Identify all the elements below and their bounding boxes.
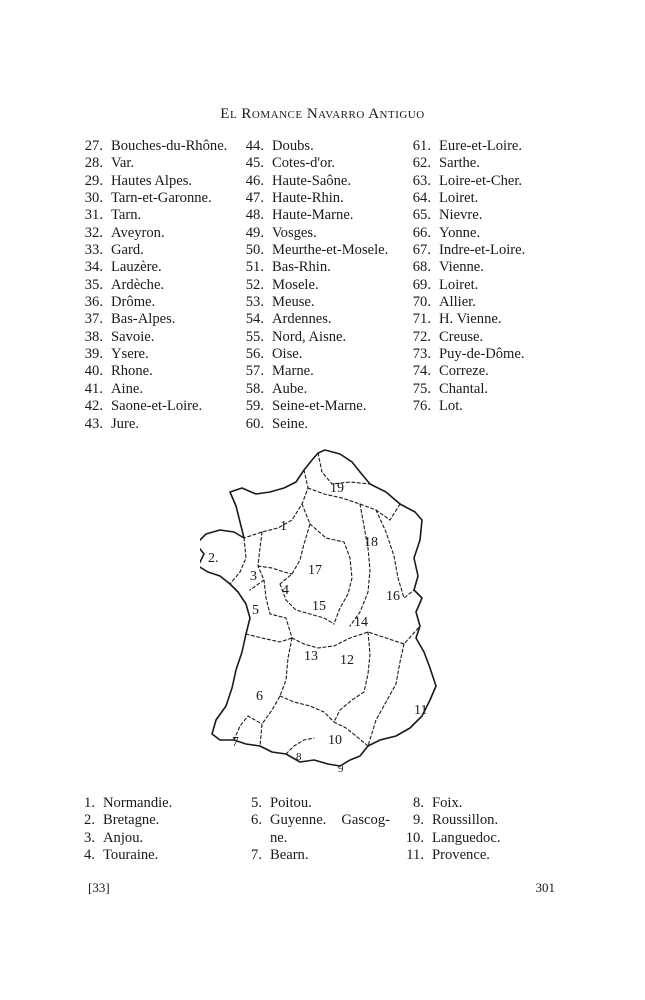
department-number: 46.	[245, 172, 264, 189]
department-entry	[65, 173, 227, 190]
department-number: 48.	[245, 207, 264, 224]
department-entry	[226, 311, 388, 328]
page-number: 301	[535, 880, 555, 895]
department-entry	[393, 311, 525, 328]
department-number: 36.	[84, 294, 103, 311]
department-entry	[393, 259, 525, 276]
department-entry	[65, 242, 227, 259]
department-entry	[393, 363, 525, 380]
legend-number: 1.	[84, 795, 95, 811]
department-name: Allier.	[439, 294, 476, 311]
running-header: El Romance Navarro Antiguo	[220, 106, 425, 122]
department-entry	[65, 311, 227, 328]
department-entry	[226, 207, 388, 224]
map-label: 14	[354, 615, 368, 630]
department-number: 67.	[412, 242, 431, 259]
department-entry	[393, 329, 525, 346]
department-entry	[65, 416, 227, 433]
legend-number: 3.	[84, 829, 95, 846]
department-name: Oise.	[272, 346, 303, 363]
department-number: 70.	[412, 294, 431, 311]
department-number: 38.	[84, 328, 103, 345]
department-number: 34.	[84, 259, 103, 276]
department-entry	[393, 173, 525, 190]
legend-number: 2.	[84, 812, 95, 829]
legend-column-2	[240, 795, 390, 864]
department-name: Cotes-d'or.	[272, 155, 336, 172]
department-entry	[226, 294, 388, 311]
department-entry	[393, 277, 525, 294]
department-name: Haute-Saône.	[272, 172, 352, 189]
department-entry	[226, 363, 388, 380]
legend-number: 11.	[406, 847, 424, 864]
department-name: Creuse.	[439, 328, 484, 345]
department-number: 74.	[412, 363, 431, 380]
department-entry	[393, 190, 525, 207]
legend-name: Provence.	[432, 847, 490, 864]
map-label: 16	[386, 589, 400, 604]
map-label: 10	[328, 733, 342, 748]
department-column-3	[393, 138, 525, 416]
department-entry	[65, 190, 227, 207]
map-label: 5	[252, 603, 259, 618]
department-name: Bouches-du-Rhône.	[111, 138, 228, 154]
department-number: 75.	[412, 380, 431, 397]
department-number: 32.	[84, 224, 103, 241]
department-name: Aine.	[111, 380, 144, 397]
legend-entry	[73, 847, 172, 864]
department-entry	[393, 207, 525, 224]
legend-entry: 6. Guyenne. Gascog-	[251, 812, 390, 829]
department-number: 41.	[84, 380, 103, 397]
department-number: 45.	[245, 155, 264, 172]
department-name: Indre-et-Loire.	[439, 242, 526, 259]
department-number: 62.	[412, 155, 431, 172]
department-name: Doubs.	[272, 138, 314, 154]
department-name: Ardèche.	[111, 276, 165, 293]
department-entry	[65, 381, 227, 398]
department-name: Savoie.	[111, 328, 155, 345]
legend-entry	[73, 830, 172, 847]
department-entry	[65, 259, 227, 276]
map-label: 4	[282, 583, 289, 598]
legend-entry	[402, 830, 500, 847]
department-entry	[226, 346, 388, 363]
department-entry	[226, 259, 388, 276]
department-number: 52.	[245, 276, 264, 293]
department-name: Bas-Rhin.	[272, 259, 331, 276]
department-number: 58.	[245, 380, 264, 397]
department-number: 55.	[245, 328, 264, 345]
department-number: 71.	[412, 311, 431, 328]
department-name: Gard.	[111, 242, 144, 259]
page-ref: [33]	[88, 880, 110, 895]
map-label: 8	[296, 751, 302, 763]
department-entry	[393, 346, 525, 363]
legend-number: 4.	[84, 847, 95, 864]
department-number: 31.	[84, 207, 103, 224]
department-name: Tarn.	[111, 207, 142, 224]
department-name: Haute-Rhin.	[272, 190, 344, 207]
department-name: Lauzère.	[111, 259, 162, 276]
department-number: 56.	[245, 346, 264, 363]
department-name: Vienne.	[439, 259, 484, 276]
department-number: 37.	[84, 311, 103, 328]
department-entry	[226, 277, 388, 294]
legend-name: Touraine.	[103, 847, 159, 864]
department-number: 57.	[245, 363, 264, 380]
department-column-1	[65, 138, 227, 433]
legend-name: Languedoc.	[432, 829, 501, 846]
department-number: 51.	[245, 259, 264, 276]
department-name: Vosges.	[272, 224, 317, 241]
department-name: Eure-et-Loire.	[439, 138, 523, 154]
department-name: Tarn-et-Garonne.	[111, 190, 212, 207]
department-number: 68.	[412, 259, 431, 276]
legend-entry	[73, 795, 172, 812]
department-name: Mosele.	[272, 276, 319, 293]
department-name: Aveyron.	[111, 224, 165, 241]
legend-entry: 5. Poitou.	[251, 795, 312, 811]
department-entry	[393, 138, 525, 155]
map-label: 7	[232, 735, 239, 750]
department-name: Loire-et-Cher.	[439, 172, 523, 189]
department-number: 43.	[84, 415, 103, 432]
legend-entry: 7. Bearn.	[251, 847, 309, 864]
map-label: 3	[250, 569, 257, 584]
map-label: 11	[414, 703, 428, 718]
legend-number: 9.	[413, 812, 424, 829]
department-entry	[226, 173, 388, 190]
department-name: Haute-Marne.	[272, 207, 354, 224]
department-entry	[65, 225, 227, 242]
department-entry	[65, 207, 227, 224]
department-entry	[65, 329, 227, 346]
department-entry	[226, 416, 388, 433]
department-entry	[65, 155, 227, 172]
department-number: 33.	[84, 242, 103, 259]
department-number: 63.	[412, 172, 431, 189]
department-name: Jure.	[111, 415, 139, 432]
department-number: 53.	[245, 294, 264, 311]
department-number: 47.	[245, 190, 264, 207]
department-entry	[226, 381, 388, 398]
department-entry	[226, 398, 388, 415]
map-label: 9	[338, 763, 344, 775]
department-name: Var.	[111, 155, 135, 172]
map-label: 18	[364, 535, 378, 550]
department-entry	[393, 398, 525, 415]
department-name: Nord, Aisne.	[272, 328, 347, 345]
department-name: Lot.	[439, 398, 463, 415]
department-name: Ardennes.	[272, 311, 332, 328]
department-name: Meuse.	[272, 294, 315, 311]
department-number: 30.	[84, 190, 103, 207]
department-name: Marne.	[272, 363, 314, 380]
department-entry	[226, 155, 388, 172]
department-entry	[65, 138, 227, 155]
legend-column-1	[73, 795, 172, 864]
department-name: Yonne.	[439, 224, 481, 241]
department-name: Aube.	[272, 380, 308, 397]
legend-name: Normandie.	[103, 795, 173, 811]
department-name: Chantal.	[439, 380, 489, 397]
department-entry	[226, 190, 388, 207]
map-label: 12	[340, 653, 354, 668]
map-label: 19	[330, 481, 344, 496]
department-entry	[65, 363, 227, 380]
department-entry	[393, 381, 525, 398]
map-label: 13	[304, 649, 318, 664]
legend-number: 8.	[413, 795, 424, 811]
department-name: Hautes Alpes.	[111, 172, 193, 189]
department-number: 27.	[84, 138, 103, 154]
legend-entry	[402, 812, 500, 829]
department-number: 40.	[84, 363, 103, 380]
map-label: 6	[256, 689, 263, 704]
department-name: Sarthe.	[439, 155, 480, 172]
department-number: 72.	[412, 328, 431, 345]
legend-column-3	[402, 795, 500, 864]
department-entry	[65, 277, 227, 294]
department-number: 50.	[245, 242, 264, 259]
map-label: 15	[312, 599, 326, 614]
department-number: 35.	[84, 276, 103, 293]
department-number: 44.	[245, 138, 264, 154]
department-entry	[226, 242, 388, 259]
department-entry	[65, 294, 227, 311]
legend-entry-continuation: ne.	[270, 829, 288, 846]
department-entry	[226, 138, 388, 155]
department-number: 65.	[412, 207, 431, 224]
legend-name: Foix.	[432, 795, 463, 811]
department-entry	[393, 225, 525, 242]
department-number: 59.	[245, 398, 264, 415]
department-number: 64.	[412, 190, 431, 207]
department-number: 54.	[245, 311, 264, 328]
department-entry	[393, 294, 525, 311]
department-number: 61.	[412, 138, 431, 154]
department-number: 39.	[84, 346, 103, 363]
legend-name: Bretagne.	[103, 812, 160, 829]
department-name: Nievre.	[439, 207, 483, 224]
department-number: 73.	[412, 346, 431, 363]
legend-entry	[402, 795, 500, 812]
legend-number: 10.	[405, 829, 424, 846]
department-number: 69.	[412, 276, 431, 293]
department-name: Ysere.	[111, 346, 149, 363]
department-number: 66.	[412, 224, 431, 241]
department-entry	[393, 155, 525, 172]
department-name: Correze.	[439, 363, 489, 380]
department-entry	[65, 346, 227, 363]
france-map	[200, 448, 445, 778]
department-name: Loiret.	[439, 276, 479, 293]
department-name: Puy-de-Dôme.	[439, 346, 525, 363]
legend-entry	[402, 847, 500, 864]
department-name: Seine-et-Marne.	[272, 398, 367, 415]
department-entry	[226, 329, 388, 346]
department-name: Saone-et-Loire.	[111, 398, 203, 415]
department-number: 76.	[412, 398, 431, 415]
department-number: 28.	[84, 155, 103, 172]
department-name: Seine.	[272, 415, 309, 432]
department-entry	[65, 398, 227, 415]
department-name: Drôme.	[111, 294, 156, 311]
department-name: Loiret.	[439, 190, 479, 207]
department-number: 42.	[84, 398, 103, 415]
department-entry	[393, 242, 525, 259]
department-entry	[226, 225, 388, 242]
department-name: Meurthe-et-Mosele.	[272, 242, 389, 259]
department-number: 29.	[84, 172, 103, 189]
legend-entry	[73, 812, 172, 829]
legend-name: Roussillon.	[432, 812, 499, 829]
department-column-2	[226, 138, 388, 433]
map-label: 2.	[208, 551, 219, 566]
map-label: 17	[308, 563, 322, 578]
department-number: 49.	[245, 224, 264, 241]
legend-name: Anjou.	[103, 829, 144, 846]
map-label: 1	[280, 519, 287, 534]
department-name: Bas-Alpes.	[111, 311, 176, 328]
department-number: 60.	[245, 415, 264, 432]
department-name: Rhone.	[111, 363, 153, 380]
department-name: H. Vienne.	[439, 311, 502, 328]
